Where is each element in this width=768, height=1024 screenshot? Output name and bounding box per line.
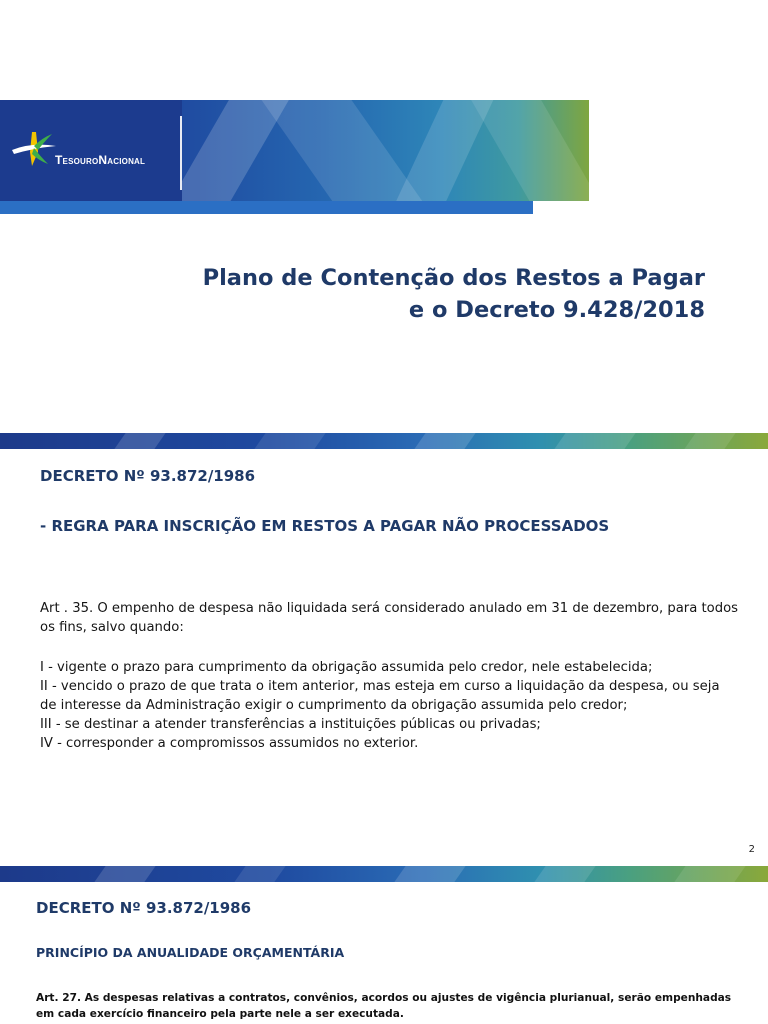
article-35-text: Art . 35. O empenho de despesa não liquidada será considerado anulado em 31 de dezembro, para todos os fins, salvo quando:: [40, 601, 739, 635]
slide-top-bar: [0, 433, 768, 449]
header-banner: [0, 100, 589, 201]
decree-heading: DECRETO Nº 93.872/1986: [36, 899, 252, 917]
presentation-title: [203, 262, 705, 326]
banner-divider: [180, 116, 182, 190]
tesouro-star-icon: [12, 130, 56, 170]
banner-stripe: [0, 201, 533, 214]
list-item: III - se destinar a atender transferências a instituições públicas ou privadas;: [40, 717, 541, 732]
decree-heading: DECRETO Nº 93.872/1986: [40, 467, 256, 485]
logo-text: TesouroNacional: [55, 153, 146, 167]
slide-top-bar: [0, 866, 768, 882]
title-line-2: e o Decreto 9.428/2018: [408, 297, 705, 323]
list-item: I - vigente o prazo para cumprimento da obrigação assumida pelo credor, nele estabelecida;: [40, 660, 653, 675]
title-line-1: Plano de Contenção dos Restos a Pagar: [202, 265, 705, 291]
list-item: II - vencido o prazo de que trata o item anterior, mas esteja em curso a liquidação da despesa, ou seja de interesse da Administração exigir o cumprimento da obrigação assumida pelo credor;: [40, 679, 720, 713]
article-27-text: Art. 27. As despesas relativas a contratos, convênios, acordos ou ajustes de vigência plurianual, serão empenhadas em cada exercício financeiro pela parte nele a ser executada.: [36, 992, 732, 1020]
principle-subheading: PRINCÍPIO DA ANUALIDADE ORÇAMENTÁRIA: [36, 945, 345, 960]
article-items-list: [40, 658, 740, 753]
list-item: IV - corresponder a compromissos assumidos no exterior.: [40, 736, 419, 751]
page-number: 2: [748, 844, 755, 855]
rule-subheading: - REGRA PARA INSCRIÇÃO EM RESTOS A PAGAR NÃO PROCESSADOS: [40, 517, 610, 535]
